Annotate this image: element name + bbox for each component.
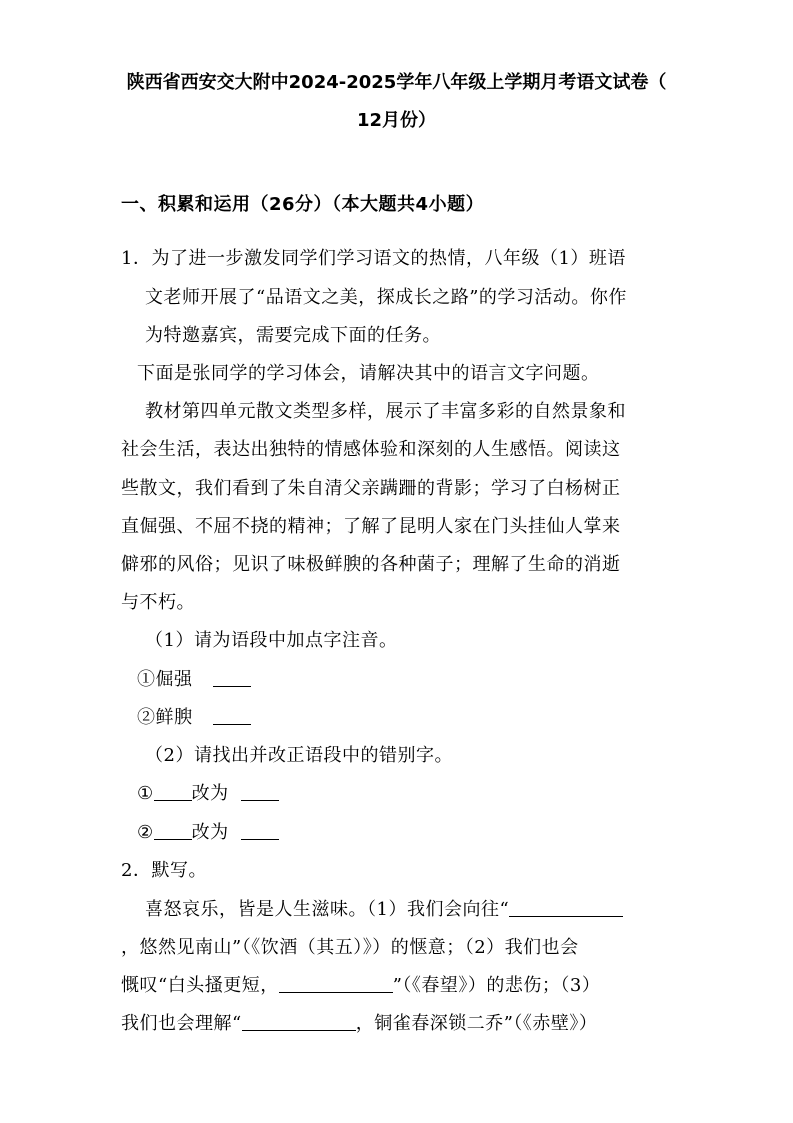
answer-blank[interactable]	[279, 974, 393, 993]
item-word: 鲜腴	[155, 707, 193, 728]
q1-para-line-6: 与不朽。	[121, 592, 195, 613]
q2-text: ”（《春望》）的悲伤；（3）	[392, 975, 601, 996]
circled-mark: ②	[137, 822, 154, 843]
answer-blank[interactable]	[213, 706, 251, 725]
q1-number: 1．	[121, 248, 152, 269]
answer-blank[interactable]	[509, 898, 623, 917]
answer-blank[interactable]	[242, 1012, 356, 1031]
q1-line2: 文老师开展了“品语文之美，探成长之路”的学习活动。你作	[145, 287, 627, 308]
q1-sub2-item-1	[137, 779, 279, 805]
q2-text: 喜怒哀乐，皆是人生滋味。（1）我们会向往“	[145, 899, 510, 920]
q1-para-line-5: 僻邪的风俗；见识了味极鲜腴的各种菌子；理解了生命的消逝	[121, 554, 621, 575]
q1-sub2-item-2	[137, 818, 279, 844]
q2-text: 我们也会理解“	[121, 1013, 242, 1034]
doc-title-line2: 12月份）	[356, 110, 437, 131]
doc-title-line1: 陕西省西安交大附中2024-2025学年八年级上学期月考语文试卷（	[126, 72, 667, 93]
q2-line2: ，悠然见南山”（《饮酒（其五）》）的惬意；（2）我们也会	[121, 937, 579, 958]
q2-line3	[121, 971, 600, 997]
answer-blank[interactable]	[241, 821, 279, 840]
q1-intro: 下面是张同学的学习体会，请解决其中的语言文字问题。	[137, 363, 600, 384]
circled-mark: ①	[137, 783, 154, 804]
answer-blank[interactable]	[241, 782, 279, 801]
q1-para-line-4: 直倔强、不屈不挠的精神；了解了昆明人家在门头挂仙人掌来	[121, 516, 621, 537]
circled-mark: ②	[137, 707, 156, 728]
item-word: 倔强	[155, 669, 193, 690]
q2-title: 默写。	[151, 860, 207, 881]
q1-line3: 为特邀嘉宾，需要完成下面的任务。	[145, 325, 441, 346]
q1-para-line-2: 社会生活，表达出独特的情感体验和深刻的人生感悟。阅读这	[121, 439, 621, 460]
q2-header	[121, 856, 207, 882]
q2-number: 2．	[121, 860, 152, 881]
q1-sub1: （1）请为语段中加点字注音。	[145, 630, 398, 651]
q2-line4	[121, 1009, 597, 1035]
change-to-label: 改为	[191, 783, 229, 804]
q1-sub1-item-1	[137, 665, 251, 691]
answer-blank[interactable]	[154, 782, 192, 801]
q1-line1	[121, 244, 626, 270]
answer-blank[interactable]	[213, 668, 251, 687]
q1-sub2: （2）请找出并改正语段中的错别字。	[145, 745, 453, 766]
q1-para-line-3: 些散文，我们看到了朱自清父亲蹒跚的背影；学习了白杨树正	[121, 478, 621, 499]
answer-blank[interactable]	[154, 821, 192, 840]
q1-para-line-1: 教材第四单元散文类型多样，展示了丰富多彩的自然景象和	[145, 401, 626, 422]
q2-text: ，铜雀春深锁二乔”（《赤壁》）	[355, 1013, 598, 1034]
q2-text: 慨叹“白头搔更短，	[121, 975, 279, 996]
q1-sub1-item-2	[137, 703, 251, 729]
q2-line1	[145, 895, 623, 921]
section-heading: 一、积累和运用（26分）（本大题共4小题）	[121, 194, 485, 215]
circled-mark: ①	[137, 669, 156, 690]
change-to-label: 改为	[191, 822, 229, 843]
q1-text-1: 为了进一步激发同学们学习语文的热情，八年级（1）班语	[151, 248, 626, 269]
